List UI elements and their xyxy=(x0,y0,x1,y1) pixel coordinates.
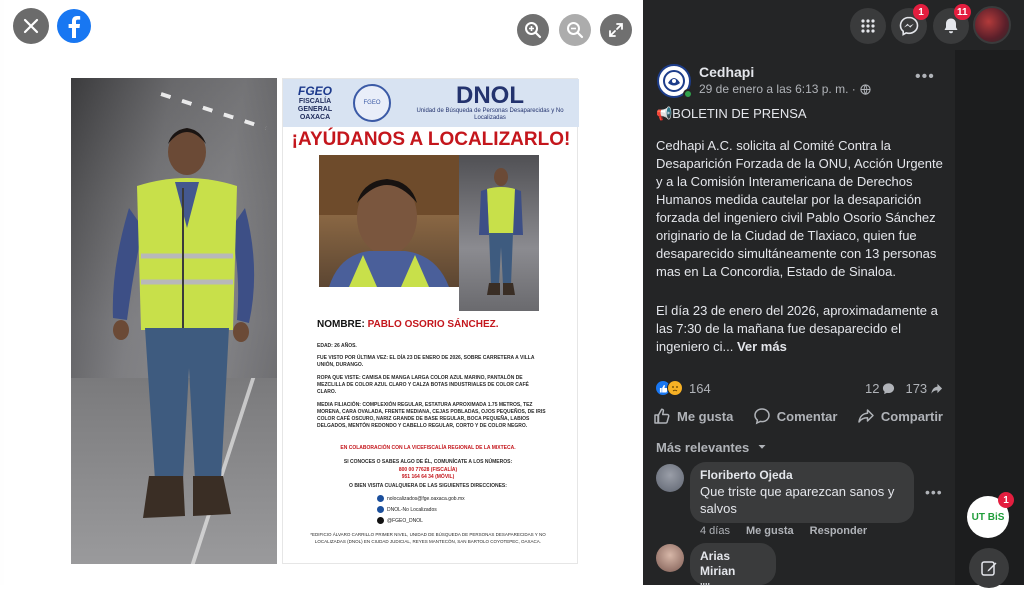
expand-icon[interactable] xyxy=(600,14,632,46)
post-heading: 📢BOLETIN DE PRENSA xyxy=(656,106,807,121)
ut-bis-badge: 1 xyxy=(998,492,1014,508)
zoom-out-icon[interactable] xyxy=(559,14,591,46)
new-message-button[interactable] xyxy=(969,548,1009,588)
comment-reply-link[interactable]: Responder xyxy=(809,525,868,537)
ut-bis-chat-button[interactable]: UT BiS xyxy=(967,496,1009,538)
fgeo-seal-icon: FGEO xyxy=(353,84,391,122)
comment-bubble xyxy=(690,462,914,523)
see-more-link[interactable]: Ver más xyxy=(736,339,787,354)
comment-meta xyxy=(700,525,867,537)
notifications-badge: 11 xyxy=(954,4,971,20)
poster-footer: *EDIFICIO ÁLVARO CARRILLO PRIMER NIVEL, UNIDAD DE BÚSQUEDA DE PERSONAS DESAPARECIDAS Y NO LOCALIZADAS (DNOL) EN CIUDAD JUDICIAL, REYES MANTECÓN, SAN BARTOLO COYOTEPEC, OAXACA. xyxy=(310,532,546,544)
zoom-in-icon[interactable] xyxy=(517,14,549,46)
comment-count-icon xyxy=(882,382,895,395)
poster-fullbody xyxy=(459,155,539,311)
poster-title: ¡AYÚDANOS A LOCALIZARLO! xyxy=(291,129,571,150)
poster-phone-2: 951 164 64 34 (MÓVIL) xyxy=(401,474,455,480)
poster-phone-1: 800 00 77628 (FISCALÍA) xyxy=(398,467,458,473)
poster-clothing: ROPA QUE VISTE: CAMISA DE MANGA LARGA COLOR AZUL MARINO, PANTALÓN DE MEZCLILLA DE COLOR AZUL CLARO Y CALZA BOTAS INDUSTRIALES DE COLOR CAFÉ CLARO. xyxy=(317,375,529,395)
post-date[interactable]: 29 de enero a las 6:13 p. m. · xyxy=(699,82,871,96)
commenter-avatar[interactable] xyxy=(656,464,684,492)
post-paragraph-1: Cedhapi A.C. solicita al Comité Contra la Desaparición Forzada de la ONU, Acción Urgente y a la Comisión Interamericana de Derechos Humanos medida cautelar por la desaparición forzada del ingeniero civil Pablo Osorio Sánchez originario de la Ciudad de Tlaxiaco, quien fue desaparecido simultáneamente con 13 personas mas en La Concordia, Estado de Sinaloa. xyxy=(656,138,943,279)
fgeo-logo: FGEO FISCALÍA GENERAL OAXACA xyxy=(297,83,333,121)
comment-sort-dropdown[interactable]: Más relevantes xyxy=(656,440,767,455)
post-paragraph-2: El día 23 de enero del 2026, aproximadamente a las 7:30 de la mañana fue desaparecido el ingeniero ci... Ver más xyxy=(656,303,938,354)
online-status-dot xyxy=(683,89,693,99)
facebook-icon xyxy=(377,506,384,513)
like-button[interactable]: Me gusta xyxy=(653,407,733,425)
poster-twitter-row: @FGEO_DNOL xyxy=(377,517,423,524)
poster-visit: O BIEN VISITA CUALQUIERA DE LAS SIGUIENTES DIRECCIONES: xyxy=(349,483,507,489)
comment-like-link[interactable]: Me gusta xyxy=(745,525,794,537)
commenter-name[interactable]: Floriberto Ojeda xyxy=(700,468,793,482)
poster-last-seen: FUE VISTO POR ÚLTIMA VEZ: EL DÍA 23 DE ENERO DE 2026, SOBRE CARRETERA A VILLA UNIÓN, DURANGO. xyxy=(317,355,535,368)
reactions-summary[interactable] xyxy=(655,380,711,396)
poster-age: EDAD: 26 AÑOS. xyxy=(317,343,357,349)
post-author[interactable]: Cedhapi xyxy=(699,64,755,80)
commenter-avatar[interactable] xyxy=(656,544,684,572)
share-count-icon xyxy=(930,382,943,395)
poster-portrait xyxy=(319,155,459,287)
comment-bubble xyxy=(690,543,776,595)
post-stats xyxy=(865,381,943,396)
commenter-name[interactable]: Arias Mirian xyxy=(700,549,736,578)
more-options-icon[interactable]: ••• xyxy=(915,68,935,85)
globe-icon xyxy=(860,84,871,95)
sad-reaction-icon xyxy=(667,380,683,396)
comment-count[interactable]: 12 xyxy=(865,381,895,396)
share-button[interactable]: Compartir xyxy=(857,407,943,425)
close-icon[interactable] xyxy=(13,8,49,44)
missing-person-photo xyxy=(71,78,277,564)
comment-text: Que triste que aparezcan sanos y salvos xyxy=(700,484,895,516)
poster-facebook-row: DNOL-No Localizados xyxy=(377,506,437,513)
missing-person-poster xyxy=(282,78,578,564)
facebook-logo[interactable] xyxy=(56,8,92,44)
account-avatar[interactable] xyxy=(973,6,1011,44)
comment-options-icon[interactable]: ••• xyxy=(925,484,943,500)
poster-name: NOMBRE: PABLO OSORIO SÁNCHEZ. xyxy=(317,319,499,330)
messenger-badge: 1 xyxy=(913,4,929,20)
email-icon xyxy=(377,495,384,502)
comment-time[interactable]: 4 días xyxy=(700,525,730,537)
comment-text: '''' xyxy=(700,580,710,595)
poster-collaboration: EN COLABORACIÓN CON LA VICEFISCALÍA REGIONAL DE LA MIXTECA. xyxy=(340,445,516,451)
post-actions xyxy=(653,407,943,425)
compose-icon xyxy=(980,559,998,577)
reaction-count: 164 xyxy=(689,380,711,396)
poster-contact-intro: SI CONOCES O SABES ALGO DE ÉL, COMUNÍCATE A LOS NÚMEROS: xyxy=(343,459,513,465)
like-icon xyxy=(653,407,671,425)
x-icon xyxy=(377,517,384,524)
share-icon xyxy=(857,407,875,425)
menu-grid-icon[interactable] xyxy=(850,8,886,44)
chevron-down-icon xyxy=(757,442,767,452)
comment-button[interactable]: Comentar xyxy=(753,407,838,425)
share-count[interactable]: 173 xyxy=(905,381,943,396)
poster-email-row: nolocalizados@fge.oaxaca.gob.mx xyxy=(377,495,465,502)
poster-description: MEDIA FILIACIÓN: COMPLEXIÓN REGULAR, ESTATURA APROXIMADA 1.75 METROS, TEZ MORENA, CARA OVALADA, FRENTE MEDIANA, CEJAS POBLADAS, OJOS PEQUEÑOS, DE IRIS COLOR CAFÉ OSCURO, NARIZ GRANDE DE BASE REGULAR, BOCA PEQUEÑA, LABIOS DELGADOS, MENTÓN REDONDO Y CABELLO REGULAR, CORTO Y DE COLOR NEGRO. xyxy=(317,402,546,429)
poster-header xyxy=(283,79,579,127)
dnol-logo: DNOL Unidad de Búsqueda de Personas Desaparecidas y No Localizadas xyxy=(416,82,564,121)
comment-icon xyxy=(753,407,771,425)
